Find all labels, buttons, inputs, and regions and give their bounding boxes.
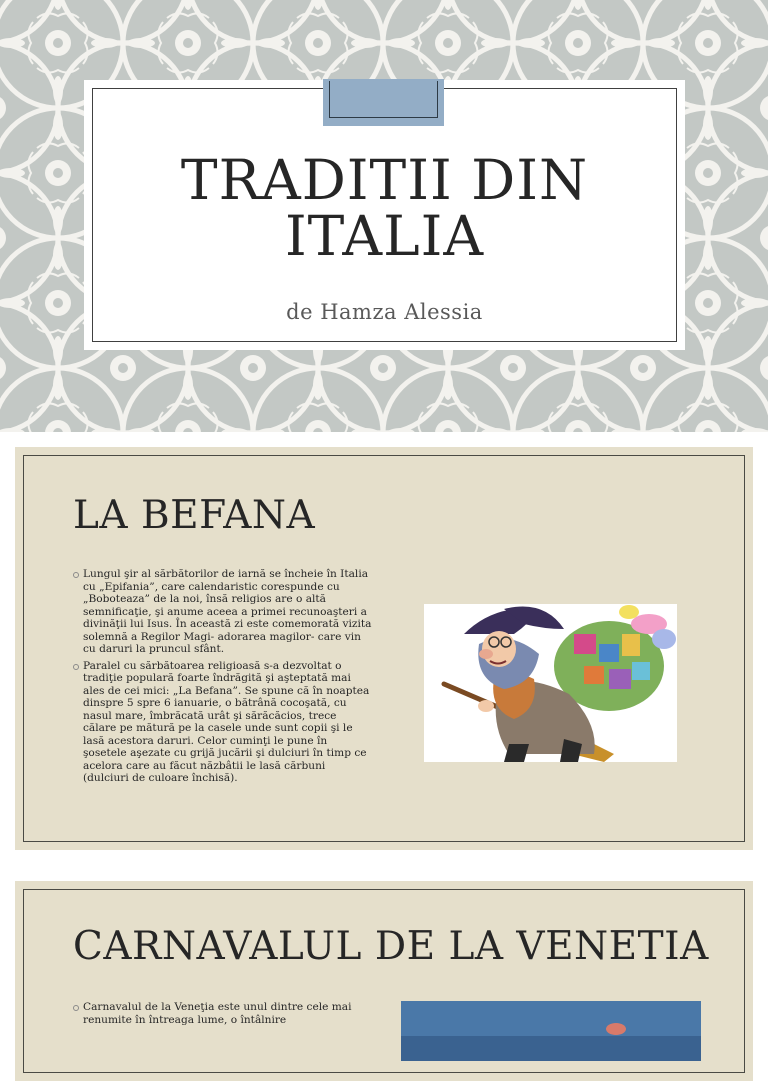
title-tab-inner xyxy=(329,81,438,118)
bullet-dot-icon xyxy=(73,572,79,578)
bullet-list xyxy=(73,568,373,789)
bullet-item xyxy=(73,660,373,785)
title-tab-decoration xyxy=(323,79,444,126)
venice-carnival-photo xyxy=(401,1001,701,1061)
bullet-dot-icon xyxy=(73,664,79,670)
title-slide xyxy=(0,0,768,432)
slide-carnaval xyxy=(15,881,753,1081)
presentation-title: TRADITII DIN ITALIA xyxy=(180,148,589,268)
bullet-item xyxy=(73,1001,373,1026)
presentation-subtitle: de Hamza Alessia xyxy=(286,300,483,324)
bullet-list xyxy=(73,1001,373,1030)
bullet-dot-icon xyxy=(73,1005,79,1011)
befana-illustration xyxy=(424,604,677,762)
slide-befana xyxy=(15,447,753,850)
bullet-text: Lungul şir al sărbătorilor de iarnă se încheie în Italia cu „Epifania”, care calendaristic corespunde cu „Boboteaza” de la noi, însă religios are o altă semnificaţie, şi anume aceea a primei recunoaşteri a divinăţii lui Isus. În această zi este comemorată vizita solemnă a Regilor Magi- adorarea magilor- care vin cu daruri la pruncul sfânt. xyxy=(83,568,372,655)
slide-heading: CARNAVALUL DE LA VENETIA xyxy=(73,924,709,969)
slide-heading: LA BEFANA xyxy=(73,493,316,538)
bullet-text: Paralel cu sărbătoarea religioasă s-a dezvoltat o tradiţie populară foarte îndrăgită şi aşteptată mai ales de cei mici: „La Befana”. Se spune că în noaptea dinspre 5 spre 6 ianuarie, o bătrână cocoşată, cu nasul mare, îmbrăcată urât şi sărăcăcios, trece călare pe mătură pe la casele unde sunt copii şi le lasă acestora daruri. Celor cuminţi le pune în şosetele aşezate cu grijă jucării şi dulciuri în timp ce acelora care au făcut năzbâtii le lasă cărbuni (dulciuri de culoare închisă). xyxy=(83,659,370,784)
title-card xyxy=(84,80,685,350)
bullet-item xyxy=(73,568,373,656)
bullet-text: Carnavalul de la Veneţia este unul dintre cele mai renumite în întreaga lume, o întâlnire xyxy=(83,1001,352,1026)
